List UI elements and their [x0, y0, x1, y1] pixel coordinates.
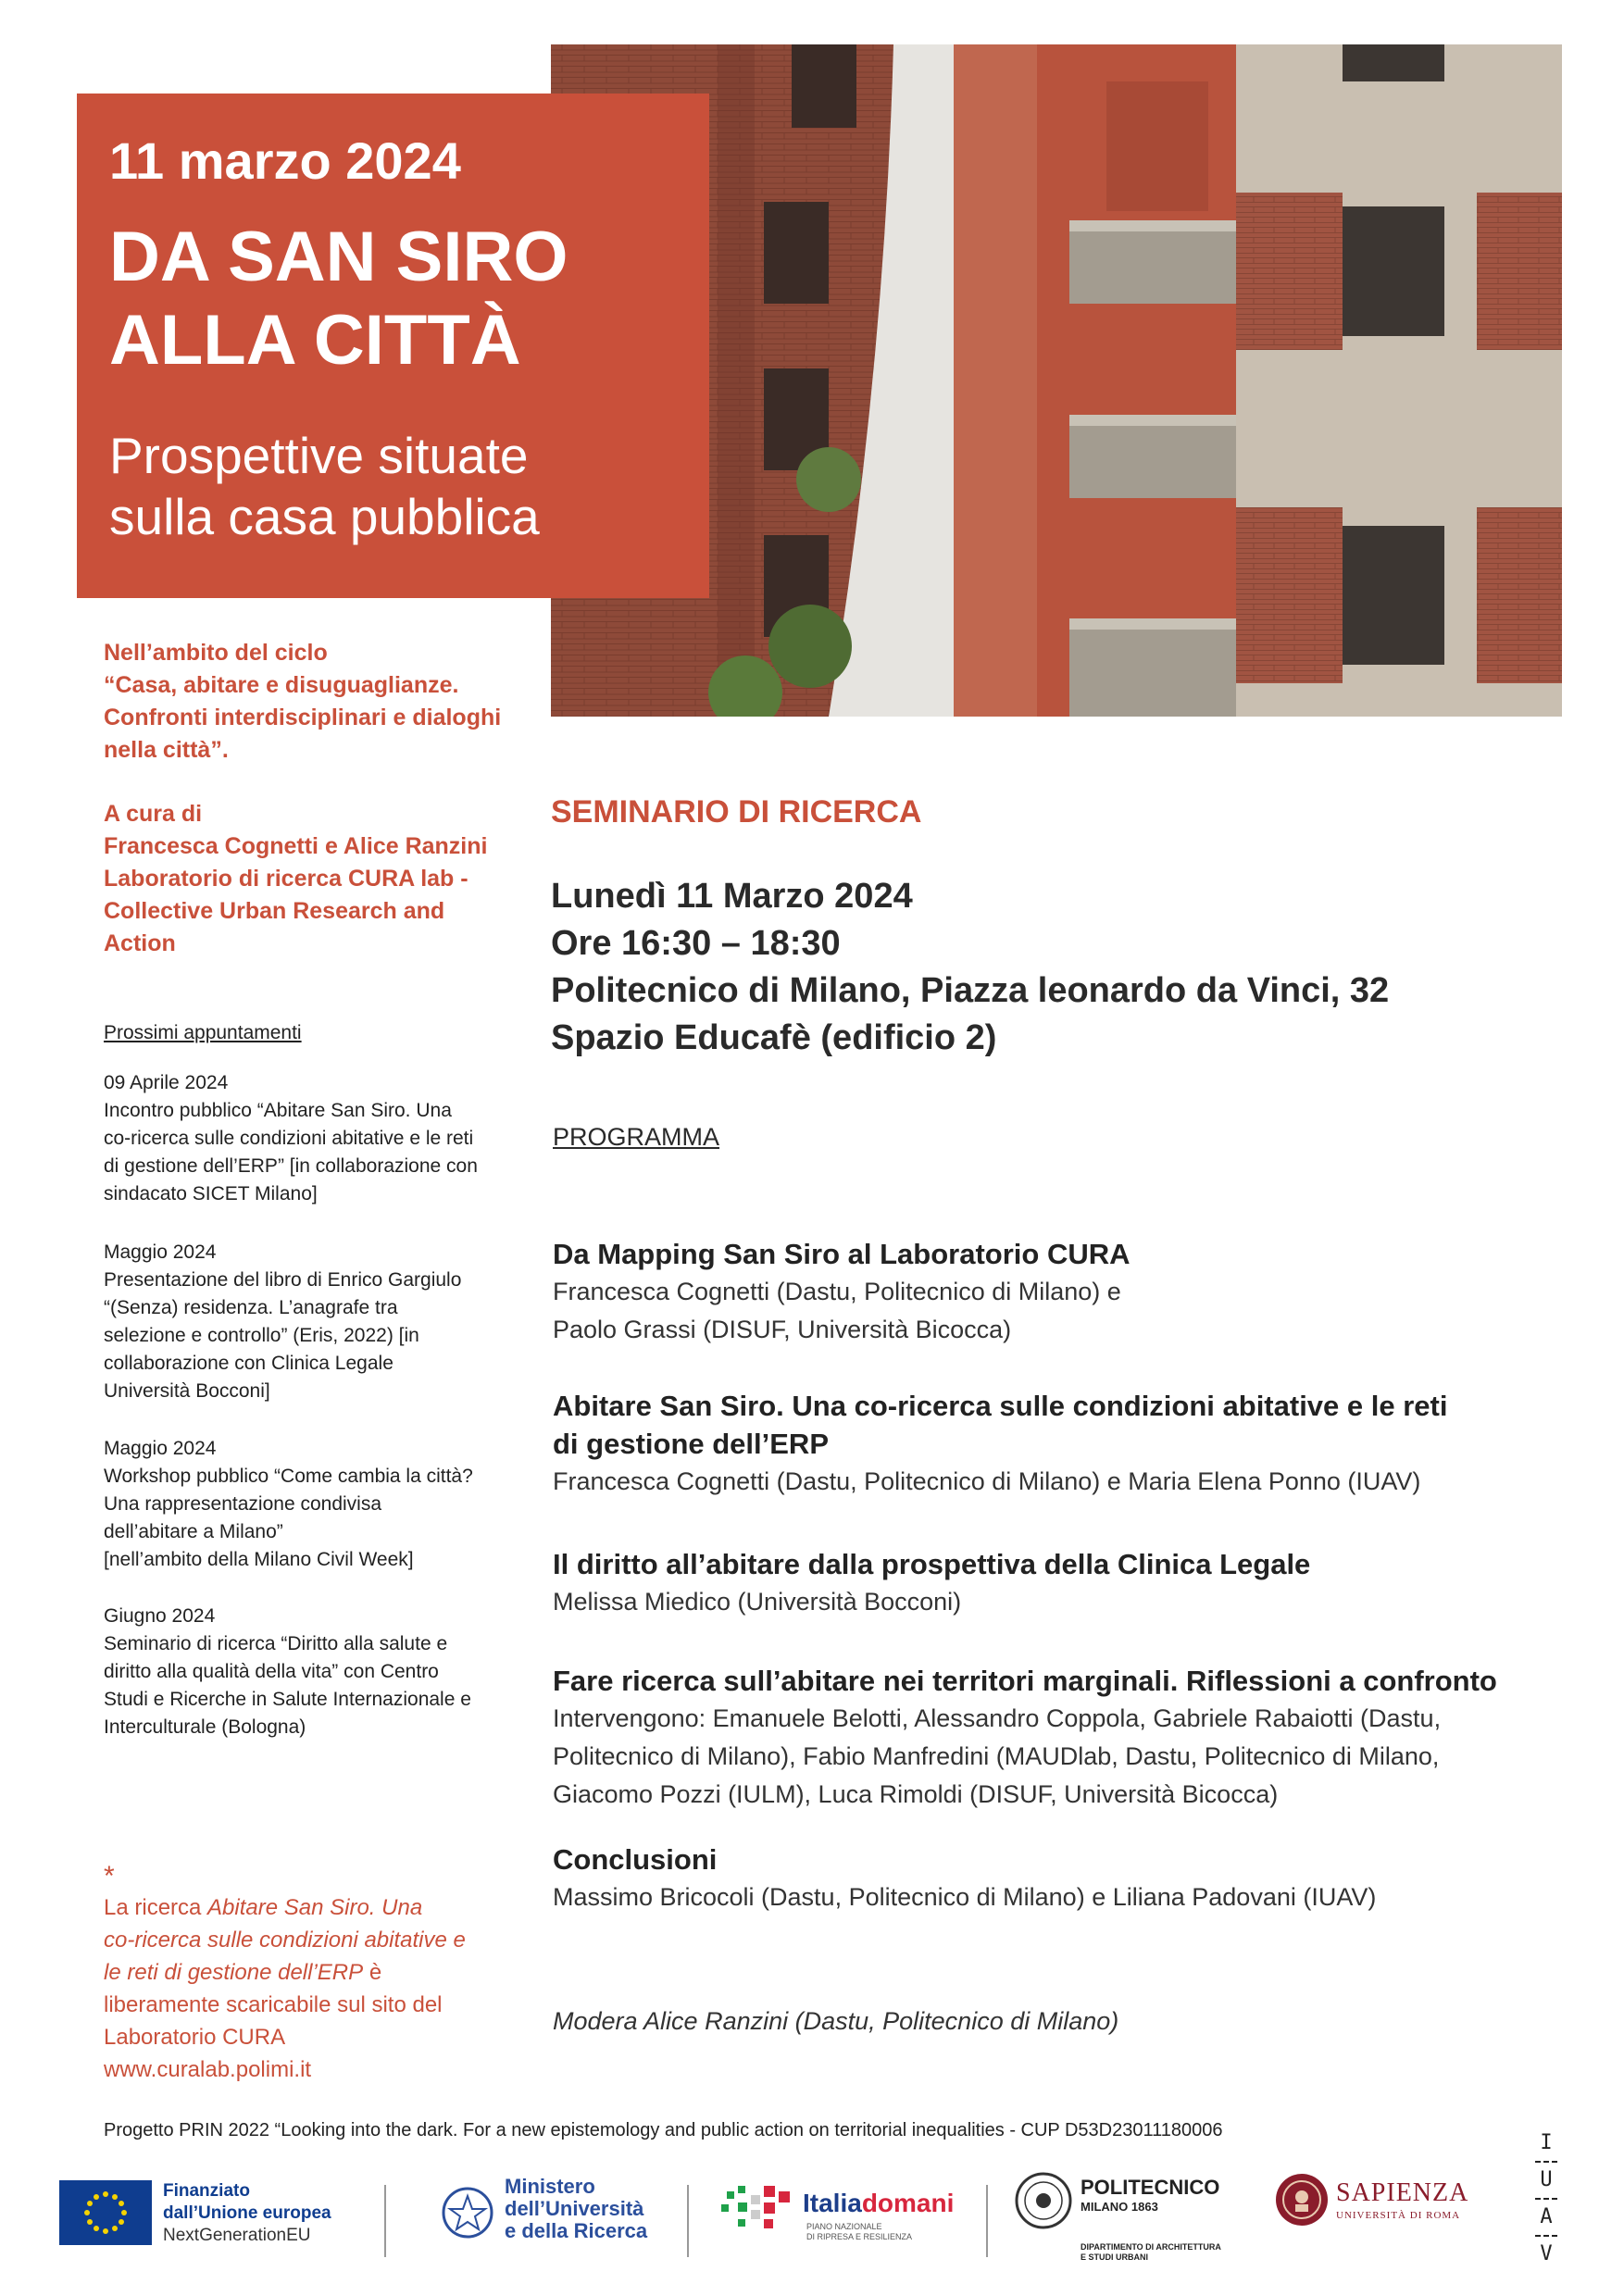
event-subtitle-line-2: sulla casa pubblica — [109, 488, 540, 545]
seminar-label: SEMINARIO DI RICERCA — [551, 794, 922, 830]
research-note-line: Laboratorio CURA — [104, 2025, 286, 2050]
program-item-speakers: Francesca Cognetti (Dastu, Politecnico di Milano) e — [553, 1278, 1121, 1305]
mur-logo — [440, 2176, 671, 2250]
curators-line: Laboratorio di ricerca CURA lab - — [104, 866, 468, 892]
program-item-speakers: Intervengono: Emanuele Belotti, Alessandro Coppola, Gabriele Rabaiotti (Dastu, — [553, 1704, 1442, 1732]
next-event-line: di gestione dell’ERP” [in collaborazione con — [104, 1155, 478, 1177]
eu-funding-logo — [59, 2180, 365, 2245]
next-event-line: Università Bocconi] — [104, 1380, 270, 1402]
next-event-line: Interculturale (Bologna) — [104, 1716, 306, 1738]
next-event-line: Workshop pubblico “Come cambia la città? — [104, 1466, 473, 1487]
mur-logo-line: dell’Università — [505, 2197, 644, 2220]
polimi-logo-line: POLITECNICO — [1081, 2176, 1220, 2199]
curators-line: Francesca Cognetti e Alice Ranzini — [104, 833, 488, 859]
eu-logo-line: NextGenerationEU — [163, 2226, 311, 2245]
event-title-line-2: ALLA CITTÀ — [109, 301, 521, 380]
cycle-line: Confronti interdisciplinari e dialoghi — [104, 705, 502, 730]
logo-divider — [986, 2185, 988, 2257]
program-item-speakers: Paolo Grassi (DISUF, Università Bicocca) — [553, 1316, 1012, 1343]
next-event-date: Maggio 2024 — [104, 1438, 217, 1459]
iuav-letter: U — [1540, 2168, 1553, 2191]
polimi-seal-icon — [1014, 2171, 1073, 2230]
curators-info — [104, 798, 511, 960]
iuav-letter: I — [1540, 2131, 1553, 2154]
research-title-part: Abitare San Siro. Una — [207, 1895, 423, 1920]
next-event-date: Giugno 2024 — [104, 1605, 216, 1627]
program-item — [553, 1387, 1516, 1501]
event-room: Spazio Educafè (edificio 2) — [551, 1018, 997, 1057]
curalab-link[interactable]: www.curalab.polimi.it — [104, 2057, 312, 2082]
iuav-rule — [1535, 2161, 1557, 2163]
next-event-item — [104, 1603, 493, 1741]
program-item-speakers: Politecnico di Milano), Fabio Manfredini (MAUDlab, Dastu, Politecnico di Milano, — [553, 1742, 1440, 1770]
logo-divider — [384, 2185, 386, 2257]
research-note-prefix: La ricerca — [104, 1895, 208, 1920]
iuav-rule — [1535, 2235, 1557, 2237]
research-note-line — [104, 1891, 493, 1924]
program-item-title: Da Mapping San Siro al Laboratorio CURA — [553, 1238, 1131, 1270]
next-event-line: selezione e controllo” (Eris, 2022) [in — [104, 1325, 419, 1346]
iuav-logo — [1528, 2129, 1565, 2268]
prin-project-note: Progetto PRIN 2022 “Looking into the dark. For a new epistemology and public action on territorial inequalities - CUP D53D23011180006 — [104, 2120, 1223, 2140]
event-place: Politecnico di Milano, Piazza leonardo da Vinci, 32 — [551, 971, 1390, 1010]
curators-line: Collective Urban Research and — [104, 898, 445, 924]
program-item — [553, 1841, 1516, 1916]
polimi-department: DIPARTIMENTO DI ARCHITETTURA — [1081, 2242, 1221, 2252]
program-heading: PROGRAMMA — [553, 1123, 720, 1151]
next-event-line: Una rappresentazione condivisa — [104, 1493, 382, 1515]
event-time: Ore 16:30 – 18:30 — [551, 924, 841, 963]
cycle-line: Nell’ambito del ciclo — [104, 640, 328, 666]
italiadomani-name: Italia — [803, 2189, 862, 2217]
iuav-letter: V — [1540, 2242, 1553, 2265]
footnote-asterisk: * — [104, 1861, 115, 1891]
mur-emblem-icon — [440, 2185, 495, 2240]
cycle-info — [104, 637, 511, 767]
event-subtitle — [109, 425, 540, 547]
program-item-speakers: Francesca Cognetti (Dastu, Politecnico di Milano) e Maria Elena Ponno (IUAV) — [553, 1467, 1421, 1495]
polimi-department: E STUDI URBANI — [1081, 2252, 1149, 2262]
research-note-line: liberamente scaricabile sul sito del — [104, 1992, 443, 2017]
next-event-line: Studi e Ricerche in Salute Internazionale e — [104, 1689, 471, 1710]
sapienza-logo — [1273, 2171, 1486, 2245]
next-event-line: collaborazione con Clinica Legale — [104, 1353, 394, 1374]
research-note-suffix: è — [363, 1960, 382, 1985]
research-note-line — [104, 1956, 493, 1989]
next-event-item — [104, 1069, 493, 1208]
moderator: Modera Alice Ranzini (Dastu, Politecnico di Milano) — [553, 2007, 1119, 2035]
sapienza-seal-icon — [1273, 2171, 1330, 2228]
next-event-line: sindacato SICET Milano] — [104, 1183, 318, 1204]
polimi-logo — [1014, 2166, 1264, 2268]
program-item-speakers: Melissa Miedico (Università Bocconi) — [553, 1588, 962, 1616]
next-event-line: Presentazione del libro di Enrico Gargiulo — [104, 1269, 462, 1291]
program-item-title: Il diritto all’abitare dalla prospettiva della Clinica Legale — [553, 1548, 1311, 1580]
next-event-item — [104, 1435, 493, 1574]
event-title — [109, 216, 568, 382]
event-title-line-1: DA SAN SIRO — [109, 218, 568, 296]
italiadomani-tagline: DI RIPRESA E RESILIENZA — [806, 2232, 913, 2241]
next-event-date: Maggio 2024 — [104, 1242, 217, 1263]
iuav-rule — [1535, 2198, 1557, 2200]
next-event-line: dell’abitare a Milano” — [104, 1521, 283, 1542]
iuav-letter: A — [1540, 2205, 1553, 2228]
program-item-speakers: Giacomo Pozzi (IULM), Luca Rimoldi (DISUF, Università Bicocca) — [553, 1780, 1279, 1808]
sapienza-name: SAPIENZA — [1336, 2178, 1469, 2207]
next-event-date: 09 Aprile 2024 — [104, 1072, 229, 1093]
event-info — [551, 873, 1389, 1062]
italiadomani-logo — [718, 2177, 958, 2252]
program-item — [553, 1662, 1516, 1814]
program-item — [553, 1235, 1516, 1349]
next-event-line: [nell’ambito della Milano Civil Week] — [104, 1549, 414, 1570]
sapienza-subname: UNIVERSITÀ DI ROMA — [1336, 2210, 1461, 2221]
next-event-line: Incontro pubblico “Abitare San Siro. Una — [104, 1100, 452, 1121]
next-event-line: diritto alla qualità della vita” con Centro — [104, 1661, 439, 1682]
italiadomani-tagline: PIANO NAZIONALE — [806, 2222, 882, 2231]
polimi-logo-line: MILANO 1863 — [1081, 2200, 1158, 2214]
hero-panel — [77, 94, 709, 598]
cycle-line: nella città”. — [104, 737, 229, 763]
program-item — [553, 1545, 1516, 1621]
program-item-title: di gestione dell’ERP — [553, 1428, 829, 1460]
italiadomani-name: domani — [861, 2189, 955, 2217]
next-event-line: Seminario di ricerca “Diritto alla salute e — [104, 1633, 448, 1654]
program-item-speakers: Massimo Bricocoli (Dastu, Politecnico di Milano) e Liliana Padovani (IUAV) — [553, 1883, 1377, 1911]
next-events-heading: Prossimi appuntamenti — [104, 1022, 302, 1043]
event-date: 11 marzo 2024 — [109, 131, 461, 190]
eu-logo-line: Finanziato — [163, 2181, 250, 2201]
next-event-item — [104, 1239, 493, 1405]
cycle-line: “Casa, abitare e disuguaglianze. — [104, 672, 459, 698]
curators-line: A cura di — [104, 801, 203, 827]
program-item-title: Conclusioni — [553, 1843, 718, 1876]
event-subtitle-line-1: Prospettive situate — [109, 427, 529, 484]
mur-logo-line: Ministero — [505, 2175, 595, 2198]
eu-flag-icon — [59, 2180, 152, 2245]
curators-line: Action — [104, 930, 176, 956]
program-item-title: Fare ricerca sull’abitare nei territori marginali. Riflessioni a confronto — [553, 1665, 1497, 1697]
research-title-part: le reti di gestione dell’ERP — [104, 1960, 364, 1985]
mur-logo-line: e della Ricerca — [505, 2219, 648, 2242]
research-note — [104, 1891, 493, 2086]
next-event-line: “(Senza) residenza. L’anagrafe tra — [104, 1297, 398, 1318]
research-title-part: co-ricerca sulle condizioni abitative e — [104, 1928, 466, 1953]
logo-divider — [687, 2185, 689, 2257]
event-day: Lunedì 11 Marzo 2024 — [551, 877, 913, 916]
next-event-line: co-ricerca sulle condizioni abitative e le reti — [104, 1128, 474, 1149]
research-note-line — [104, 1924, 493, 1956]
italiadomani-logo-icon — [718, 2182, 801, 2238]
eu-logo-line: dall’Unione europea — [163, 2203, 331, 2223]
program-item-title: Abitare San Siro. Una co-ricerca sulle condizioni abitative e le reti — [553, 1390, 1448, 1422]
